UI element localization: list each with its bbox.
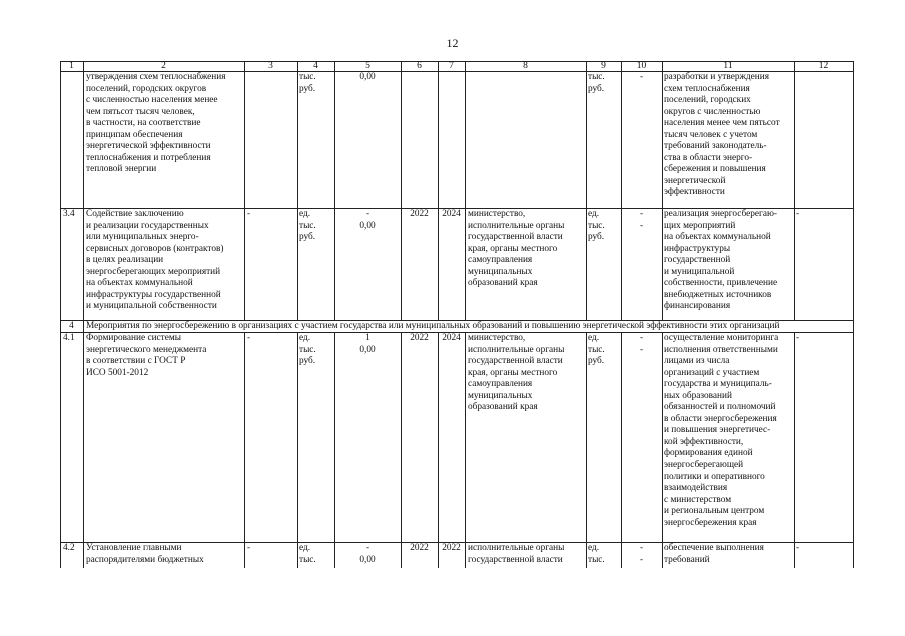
row-number-cell: 4.2 — [63, 543, 75, 553]
value-cell: 1 0,00 — [359, 333, 376, 355]
grid-line — [662, 61, 663, 320]
header-cell: 7 — [449, 61, 454, 71]
header-cell: 2 — [161, 61, 166, 71]
row-number-cell: 3.4 — [63, 209, 75, 219]
note-cell: - — [796, 209, 800, 219]
measure-title-cell: Установление главными распорядителями бюджетных — [86, 543, 204, 565]
unit-cell: ед. тыс. руб. — [299, 209, 316, 243]
header-cell: 4 — [313, 61, 318, 71]
value-cell: - - — [639, 543, 644, 565]
plan-table — [60, 61, 854, 568]
header-cell: 12 — [818, 61, 829, 71]
value-cell: - - — [639, 209, 644, 231]
year-start-cell: 2022 — [410, 543, 429, 553]
grid-line — [401, 61, 402, 320]
header-cell: 10 — [636, 61, 647, 71]
measure-title-cell: утверждения схем теплоснабжения поселений, городских округов с численностью населения менее чем пятьсот тысяч человек, в частности, на соответствие принципам обеспечения энергетической эффективности теплоснабжения и потребления тепловой энергии — [86, 72, 226, 175]
result-cell: осуществление мониторинга исполнения ответственными лицами из числа организаций с участием государства и муниципаль- ных образований обязанностей и полномочий в области энергосбережения и повышения энергетичес- кой эффективности, формирования единой энергосберегающей политики и оперативного взаимодействия с министерством и региональным центром энергосбережения края — [664, 333, 779, 528]
grid-line — [586, 61, 587, 320]
grid-line — [334, 332, 335, 568]
grid-line — [794, 332, 795, 568]
indicator-cell: - — [247, 333, 251, 343]
grid-line — [853, 61, 854, 568]
row-number-cell: 4.1 — [63, 333, 75, 343]
measure-title-cell: Содействие заключению и реализации государственных или муниципальных энерго- сервисных договоров (контрактов) в целях реализации энергосберегающих мероприятий на объектах коммунальной инфраструктуры государственной и муниципальной собственности — [86, 209, 224, 312]
indicator-cell: - — [247, 543, 251, 553]
value-cell: - — [639, 72, 644, 82]
grid-line — [401, 332, 402, 568]
grid-line — [297, 61, 298, 320]
unit-cell: ед. тыс. руб. — [299, 333, 316, 367]
grid-line — [438, 61, 439, 320]
year-start-cell: 2022 — [410, 333, 429, 343]
unit-cell: тыс. руб. — [588, 72, 605, 94]
unit-cell: ед. тыс. — [299, 543, 316, 565]
header-cell: 5 — [365, 61, 370, 71]
grid-line — [465, 61, 466, 320]
executor-cell: министерство, исполнительные органы государственной власти края, органы местного самоуправления муниципальных образований края — [468, 209, 565, 289]
header-cell: 6 — [417, 61, 422, 71]
executor-cell: министерство, исполнительные органы государственной власти края, органы местного самоуправления муниципальных образований края — [468, 333, 565, 413]
header-cell: 1 — [69, 61, 74, 71]
unit-cell: тыс. руб. — [299, 72, 316, 94]
grid-line — [621, 61, 622, 320]
result-cell: разработки и утверждения схем теплоснабжения поселений, городских округов с численностью населения менее чем пятьсот тысяч человек с учетом требований законодатель- ства в области энерго- сбережения и повышения энергетической эффективности — [664, 72, 780, 198]
grid-line — [244, 61, 245, 320]
header-cell: 9 — [601, 61, 606, 71]
page-number: 12 — [446, 36, 459, 50]
grid-line — [438, 332, 439, 568]
value-cell: 0,00 — [359, 72, 376, 82]
measure-title-cell: Формирование системы энергетического менеджмента в соответствии с ГОСТ Р ИСО 5001-2012 — [86, 333, 207, 378]
note-cell: - — [796, 333, 800, 343]
unit-cell: ед. тыс. руб. — [588, 209, 605, 243]
note-cell: - — [796, 543, 800, 553]
value-cell: - - — [639, 333, 644, 355]
result-cell: реализация энергосберегаю- щих мероприятий на объектах коммунальной инфраструктуры государственной и муниципальной собственности, привлечение внебюджетных источников финансирования — [664, 209, 778, 312]
grid-line — [83, 61, 84, 568]
year-end-cell: 2022 — [442, 543, 461, 553]
section-title: Мероприятия по энергосбережению в организациях с участием государства или муниципальных образований и повышению энергетической эффективности этих организаций — [86, 321, 780, 331]
grid-line — [621, 332, 622, 568]
grid-line — [244, 332, 245, 568]
row-number-cell: 4 — [69, 321, 74, 331]
indicator-cell: - — [247, 209, 251, 219]
grid-line — [297, 332, 298, 568]
header-cell: 11 — [723, 61, 733, 71]
value-cell: - 0,00 — [359, 543, 376, 565]
grid-line — [465, 332, 466, 568]
result-cell: обеспечение выполнения требований — [664, 543, 764, 565]
grid-line — [662, 332, 663, 568]
year-end-cell: 2024 — [442, 209, 461, 219]
year-start-cell: 2022 — [410, 209, 429, 219]
grid-line — [586, 332, 587, 568]
unit-cell: ед. тыс. — [588, 543, 605, 565]
header-cell: 3 — [268, 61, 273, 71]
grid-line — [334, 61, 335, 320]
executor-cell: исполнительные органы государственной власти — [468, 543, 565, 565]
unit-cell: ед. тыс. руб. — [588, 333, 605, 367]
grid-line — [794, 61, 795, 320]
grid-line — [60, 61, 61, 568]
value-cell: - 0,00 — [359, 209, 376, 231]
year-end-cell: 2024 — [442, 333, 461, 343]
header-cell: 8 — [523, 61, 528, 71]
